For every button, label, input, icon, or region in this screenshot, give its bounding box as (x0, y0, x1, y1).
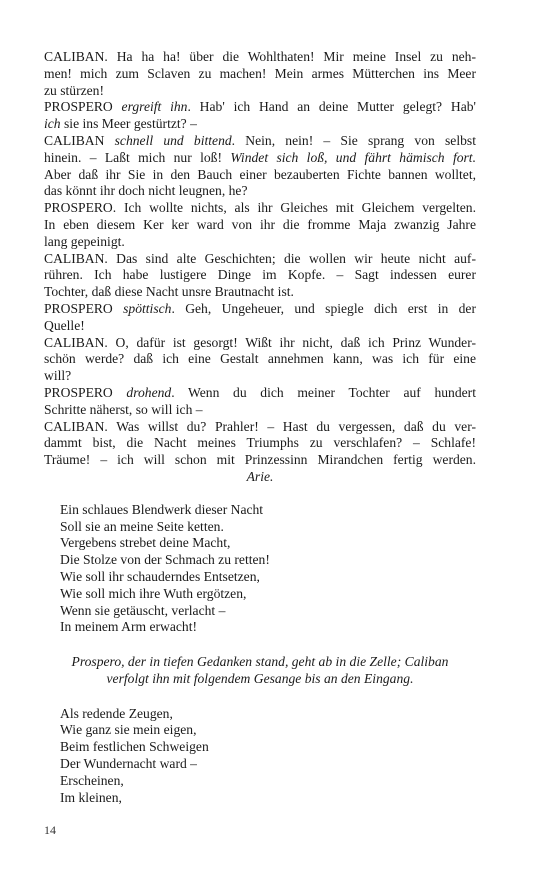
stage-direction-inline: drohend (126, 384, 172, 400)
speech (44, 99, 476, 133)
stage-direction-line: Prospero, der in tiefen Gedanken stand, geht ab in die Zelle; Caliban (71, 654, 449, 670)
stage-direction (44, 654, 476, 688)
line-text: CALIBAN. O, dafür ist gesorgt! Wißt ihr nicht, daß ich Prinz Wunder- (44, 334, 476, 350)
verse-line: Der Wundernacht ward – (60, 756, 197, 772)
text-line (44, 368, 476, 385)
line-text: . Nein, nein! – Sie sprang von selbst (231, 132, 476, 148)
line-text: zu stürzen! (44, 82, 105, 98)
text-line (44, 99, 476, 116)
speech (44, 335, 476, 385)
line-text: Quelle! (44, 317, 85, 333)
line-text: CALIBAN. Was willst du? Prahler! – Hast du vergessen, daß du ver- (44, 418, 476, 434)
text-line (44, 301, 476, 318)
speech (44, 251, 476, 301)
text-line (44, 402, 476, 419)
verse-line: Wie soll ihr schauderndes Entsetzen, (60, 568, 260, 584)
text-line (44, 133, 476, 150)
text-line (44, 385, 476, 402)
speech (44, 200, 476, 250)
line-text: PROSPERO (44, 384, 127, 400)
text-line (44, 435, 476, 452)
text-line (44, 150, 476, 167)
text-line (44, 83, 476, 100)
line-text: . Wenn du dich meiner Tochter auf hundert (171, 384, 476, 400)
text-line (44, 251, 476, 268)
verse-line: Ein schlaues Blendwerk dieser Nacht (60, 501, 264, 517)
text-line (44, 267, 476, 284)
stage-direction-inline: schnell und bittend (114, 132, 232, 148)
line-text: Schritte näherst, so will ich – (44, 401, 203, 417)
line-text: lang gepeinigt. (44, 233, 125, 249)
text-line (44, 200, 476, 217)
text-line (44, 116, 476, 133)
text-line (44, 167, 476, 184)
line-text: In eben diesem Ker ker ward von ihr die fromme Maja zwanzig Jahre (44, 216, 476, 232)
page-number: 14 (44, 823, 56, 837)
line-text: CALIBAN (44, 132, 115, 148)
line-text: das könnt ihr doch nicht leugnen, he? (44, 183, 248, 199)
aria-verse (60, 502, 476, 636)
verse-line: Vergebens strebet deine Macht, (60, 535, 231, 551)
line-text: dammt bist, die Nacht meines Triumphs zu verschlafen? – Schlafe! (44, 435, 476, 451)
text-line (44, 183, 476, 200)
verse-line: Im kleinen, (60, 789, 122, 805)
text-line (44, 318, 476, 335)
stage-direction-line: verfolgt ihn mit folgendem Gesange bis an den Eingang. (106, 670, 414, 686)
text-line (44, 234, 476, 251)
verse-line: Wie soll mich ihre Wuth ergötzen, (60, 585, 247, 601)
verse-line: Wie ganz sie mein eigen, (60, 722, 197, 738)
speech (44, 49, 476, 99)
line-text: PROSPERO (44, 300, 124, 316)
verse-line: Beim festlichen Schweigen (60, 739, 209, 755)
line-text: men! mich zum Sclaven zu machen! Mein armes Mütterchen ins Meer (44, 65, 476, 81)
text-line (44, 419, 476, 436)
song-verse (60, 706, 476, 807)
text-line (44, 217, 476, 234)
dialogue-block (44, 49, 476, 469)
verse-line: Als redende Zeugen, (60, 705, 173, 721)
speech (44, 385, 476, 419)
line-text: Tochter, daß diese Nacht unsre Brautnacht ist. (44, 284, 294, 300)
speech (44, 301, 476, 335)
page-body (44, 49, 476, 806)
line-text: sie ins Meer gestürtzt? – (60, 116, 197, 132)
line-text: Träume! – ich will schon mit Prinzessinn Mirandchen fertig werden. (44, 452, 476, 468)
line-text: CALIBAN. Ha ha ha! über die Wohlthaten! Mir meine Insel zu neh- (44, 49, 476, 64)
stage-direction-inline: spöttisch (123, 300, 172, 316)
line-text: Aber daß ihr Sie in den Bauch einer bezauberten Fichte bannen wolltet, (44, 166, 476, 182)
stage-direction-inline: ich (44, 116, 61, 132)
line-text: PROSPERO. Ich wollte nichts, als ihr Gleiches mit Gleichem vergelten. (44, 200, 476, 216)
stage-direction-inline: ergreift ihn (121, 99, 188, 115)
verse-line: Wenn sie getäuscht, verlacht – (60, 602, 226, 618)
line-text: hinein. – Laßt mich nur loß! (44, 149, 231, 165)
line-text: rühren. Ich habe lustigere Dinge im Kopfe. – Sagt indessen eurer (44, 267, 476, 283)
verse-line: Soll sie an meine Seite ketten. (60, 518, 224, 534)
line-text: . Geh, Ungeheuer, und spiegle dich erst in der (171, 300, 476, 316)
line-text: schön werde? daß ich eine Gestalt annehmen kann, was ich für eine (44, 351, 476, 367)
aria-heading: Arie. (246, 468, 274, 484)
verse-line: In meinem Arm erwacht! (60, 619, 198, 635)
stage-direction-inline: Windet sich loß, und fährt hämisch fort. (230, 149, 476, 165)
text-line (44, 351, 476, 368)
line-text: PROSPERO (44, 99, 122, 115)
text-line (44, 335, 476, 352)
verse-line: Erscheinen, (60, 772, 124, 788)
text-line (44, 66, 476, 83)
line-text: . Hab' ich Hand an deine Mutter gelegt? Hab' (187, 99, 476, 115)
verse-line: Die Stolze von der Schmach zu retten! (60, 552, 270, 568)
text-line (44, 49, 476, 66)
text-line (44, 452, 476, 469)
text-line (44, 284, 476, 301)
speech (44, 419, 476, 469)
speech (44, 133, 476, 200)
line-text: CALIBAN. Das sind alte Geschichten; die wollen wir heute nicht auf- (44, 250, 476, 266)
line-text: will? (44, 368, 72, 384)
